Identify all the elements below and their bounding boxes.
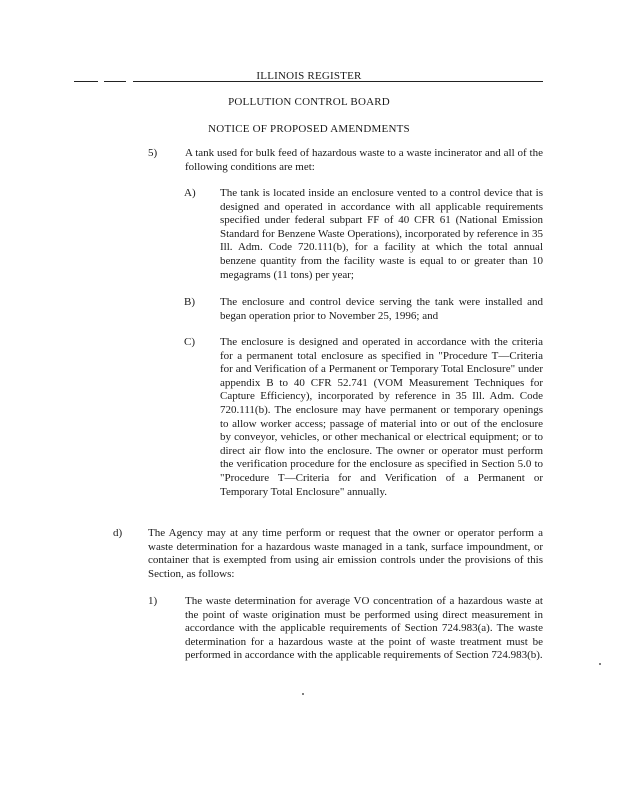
notice-title: NOTICE OF PROPOSED AMENDMENTS bbox=[208, 123, 410, 135]
item-d-text: The Agency may at any time perform or request that the owner or operator perform a waste determination for a hazardous waste managed in a tank, surface impoundment, or container that is exempted from using air emission controls under the provisions of this Section, as follows: bbox=[148, 527, 543, 580]
item-d-label: d) bbox=[113, 527, 123, 539]
scan-speck bbox=[302, 693, 304, 695]
item-a-text: The tank is located inside an enclosure vented to a control device that is designed and operated in accordance with all applicable requirements specified under federal subpart FF of 40 CFR 61 (National Emission Standard for Benzene Waste Operations), incorporated by reference in 35 Ill. Adm. Code 720.111(b), for a facility at which the total annual benzene quantity from the facility waste is equal to or greater than 10 megagrams (11 tons) per year; bbox=[220, 187, 543, 281]
item-b-text: The enclosure and control device serving the tank were installed and began operation prior to November 25, 1996; and bbox=[220, 296, 543, 322]
scan-speck bbox=[599, 663, 601, 665]
item-1-text: The waste determination for average VO concentration of a hazardous waste at the point of waste origination must be performed using direct measurement in accordance with the applicable requirements of Section 724.983(a). The waste determination for a hazardous waste at the point of waste treatment must be performed in accordance with the applicable requirements of Section 724.983(b). bbox=[185, 595, 543, 662]
item-c-text: The enclosure is designed and operated in accordance with the criteria for a permanent total enclosure as specified in "Procedure T—Criteria for and Verification of a Permanent or Temporary Total Enclosure" under appendix B to 40 CFR 52.741 (VOM Measurement Techniques for Capture Efficiency), incorporated by reference in 35 Ill. Adm. Code 720.111(b). The enclosure may have permanent or temporary openings to allow worker access; passage of material into or out of the enclosure by conveyor, vehicles, or other mechanical or electrical equipment; or to direct air flow into the enclosure. The owner or operator must perform the verification procedure for the enclosure as specified in Section 5.0 to "Procedure T—Criteria for and Verification of a Permanent or Temporary Total Enclosure" annually. bbox=[220, 336, 543, 498]
board-title: POLLUTION CONTROL BOARD bbox=[228, 96, 390, 108]
item-1-label: 1) bbox=[148, 595, 158, 607]
item-5-label: 5) bbox=[148, 147, 158, 159]
register-title: ILLINOIS REGISTER bbox=[256, 70, 362, 82]
item-c-label: C) bbox=[184, 336, 195, 348]
item-a-label: A) bbox=[184, 187, 196, 199]
item-b-label: B) bbox=[184, 296, 195, 308]
item-5-text: A tank used for bulk feed of hazardous waste to a waste incinerator and all of the following conditions are met: bbox=[185, 147, 543, 173]
